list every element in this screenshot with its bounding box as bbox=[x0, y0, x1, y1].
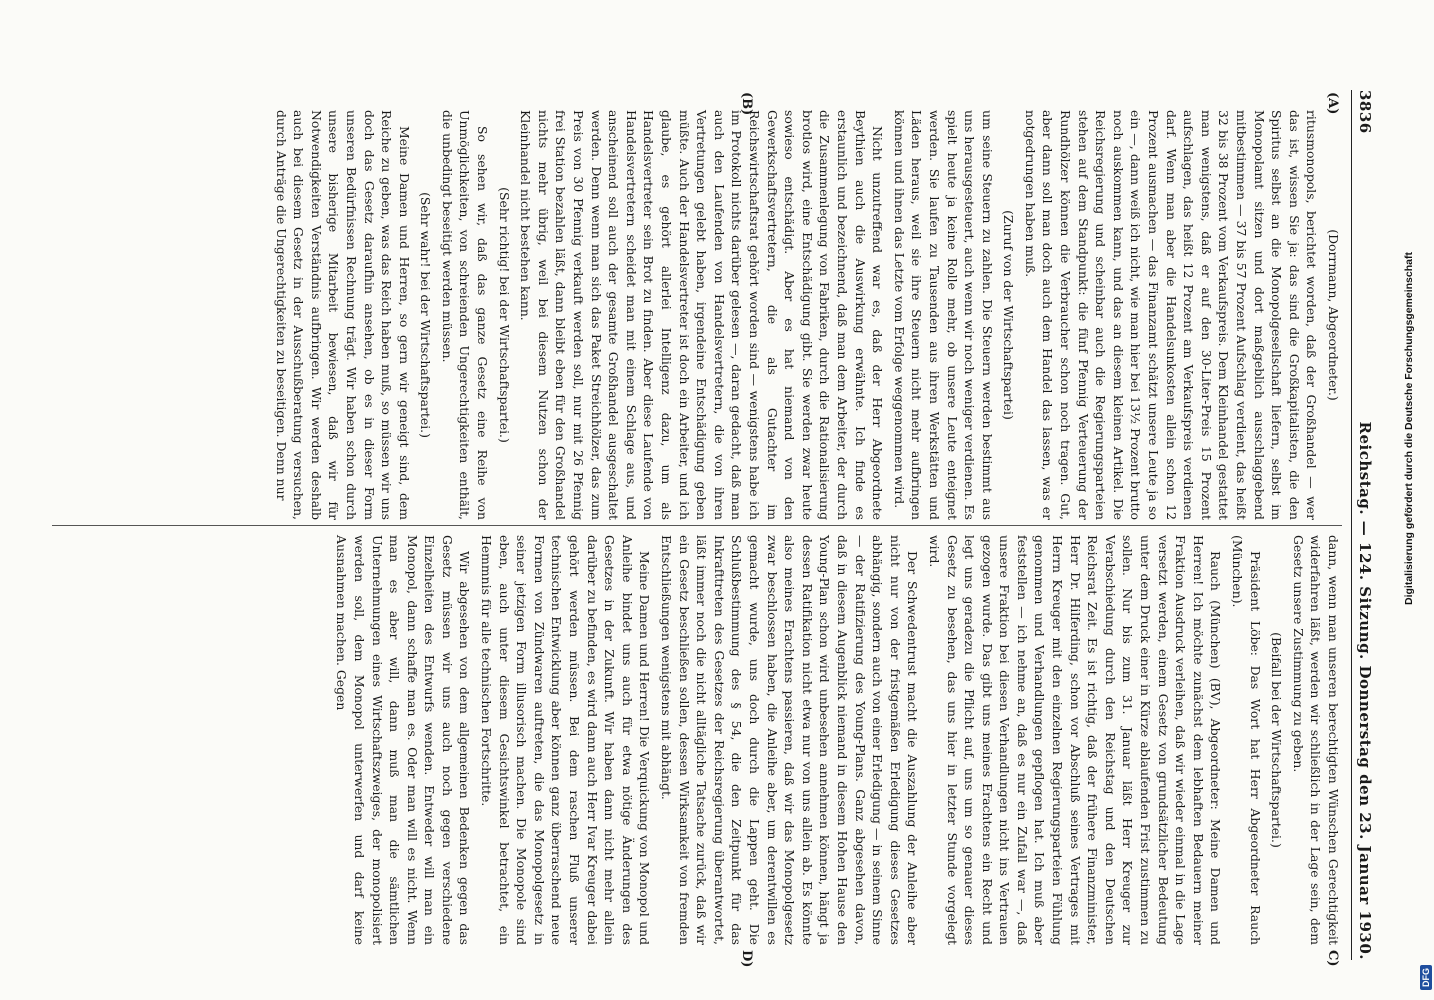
paragraph: So sehen wir, daß das ganze Gesetz eine Reihe von Unmöglichkeiten, von schreienden Ungerechtigkeiten enthält, die unbedingt beseitigt werden müssen. bbox=[439, 110, 491, 520]
margin-marker-c: C) bbox=[1325, 950, 1340, 967]
column-divider bbox=[52, 525, 1342, 526]
left-column bbox=[268, 110, 1342, 520]
paragraph: Nicht unzutreffend war es, daß der Herr Abgeordnete Beythien auch die Auswirkung erwähnte. Ich finde es erstaunlich und bezeichnend, daß man dem Arbeiter, der durch die Zusammenlegung von Fabriken, durch die Rationalisierung brotlos wird, eine Entschädigung gibt. Sie werden zwar heute sowieso entschädigt. Aber es hat niemand von den Gewerkschaftsvertretern, die als Gutachter im Reichswirtschaftsrat gehört worden sind — wenigstens habe ich im Protokoll nichts darüber gelesen —, daran gedacht, daß man auch den Laufenden von Handelsvertretern, die von ihren Vertretungen gelebt haben, irgendeine Entschädigung geben müßte. Auch der Handelsvertreter ist doch ein Arbeiter, und ich glaube, es gehört allerlei Intelligenz dazu, um als Handelsvertreter sein Brot zu finden. Aber diese Laufende von Handelsvertretern scheidet man mit einem Schlage aus, und anscheinend soll auch der gesamte Großhandel ausgeschaltet werden. Denn wenn man sich das Paket Streichhölzer, das zum Preis von 30 Pfennig verkauft werden soll, nur mit 26 Pfennig frei Station bezahlen läßt, dann bleibt eben für den Großhandel nichts mehr übrig, weil bei diesem Nutzen schon der Kleinhandel nicht bestehen kann. bbox=[518, 110, 886, 520]
paragraph: ritusmonopols, berichtet worden, daß der Großhandel — wer das ist, wissen Sie ja: das sind die Großkapitalisten, die den Spiritus selbst an die Monopolgesellschaft liefern, selbst im Monopolamt sitzen und dort maßgeblich ausschlaggebend mitbestimmen — 37 bis 57 Prozent Aufschlag verdient, das heißt 32 bis 38 Prozent vom Verkaufspreis. Dem Kleinhandel gestattet man wenigstens, daß er auf den 30-Liter-Preis 15 Prozent aufschlagen, das heißt 12 Prozent am Verkaufspreis verdienen darf. Wenn man aber die Handelsunkosten allein schon 12 Prozent ausmachen — das Finanzamt schätzt unsere Leute ja so ein —, dann weiß ich nicht, wie man hier bei 13½ Prozent brutto noch auskommen kann, und das an diesem kleinen Artikel. Die Reichsregierung und scheinbar auch die Regierungsparteien stehen auf dem Standpunkt: die fünf Pfennig Verteuerung der Rundhölzer können die Verbraucher schon noch tragen. Gut, aber dann soll man doch auch dem Handel das lassen, was er notgedrungen haben muß. bbox=[1022, 110, 1320, 520]
interjection: (Sehr wahr! bei der Wirtschaftspartei.) bbox=[418, 192, 434, 438]
speaker-note: (Dorrmann, Abgeordneter.) bbox=[1326, 229, 1341, 401]
margin-marker-d: D) bbox=[739, 950, 754, 968]
margin-marker-b: (B) bbox=[739, 92, 754, 116]
page-number: 3836 bbox=[1356, 90, 1374, 134]
paragraph: dann, wenn man unseren berechtigten Wünschen Gerechtigkeit widerfahren läßt, werden wir schließlich in der Lage sein, dem Gesetz unsere Zustimmung zu geben. bbox=[1290, 535, 1341, 945]
digitization-credit: Digitalisierung gefördert durch die Deutsche Forschungsgemeinschaft bbox=[1403, 252, 1415, 605]
paragraph: Meine Damen und Herren, so gern wir geneigt sind, dem Reiche zu geben, was das Reich haben muß, so müssen wir uns doch das Gesetz daraufhin ansehen, ob es in dieser Form unseren Bedürfnissen Rechnung trägt. Wir haben schon durch unsere bisherige Mitarbeit bewiesen, daß wir für Notwendigkeiten Verständnis aufbringen. Wir werden deshalb auch bei diesem Gesetz in der Ausschußberatung versuchen, durch Anträge die Ungerechtigkeiten zu beseitigen. Denn nur bbox=[273, 110, 412, 520]
interjection: (Zuruf von der Wirtschaftspartei) bbox=[1001, 210, 1017, 420]
interjection: (Beifall bei der Wirtschaftspartei.) bbox=[1269, 632, 1285, 848]
interjection: (Sehr richtig! bei der Wirtschaftspartei.) bbox=[496, 187, 512, 443]
paragraph: Präsident Löbe: Das Wort hat Herr Abgeordneter Rauch (München). bbox=[1230, 535, 1263, 945]
page-title: Reichstag. — 124. Sitzung. Donnerstag den 23. Januar 1930. bbox=[1356, 421, 1374, 960]
page-header bbox=[1356, 90, 1374, 960]
paragraph: Der Schwedentrust macht die Auszahlung der Anleihe aber nicht nur von der fristgemäßen Erledigung dieses Gesetzes abhängig, sondern auch von einer Erledigung — in seinem Sinne — der Ratifizierung des Young-Plans. Ganz abgesehen davon, daß in diesem Augenblick niemand in diesem Hohen Hause den Young-Plan schon wird unbesehen annehmen können, hängt ja dessen Ratifikation nicht etwa nur von uns allein ab. Es könnte also meines Erachtens passieren, daß wir das Monopolgesetz zwar beschlossen haben, die Anleihe aber, um derentwillen es gemacht wurde, uns doch durch die Lappen geht. Die Schlußbestimmung des § 54, die den Zeitpunkt für das Inkrafttreten des Gesetzes der Reichsregierung überantwortet, läßt immer noch die nicht alltägliche Tatsache zurück, daß wir ein Gesetz beschließen sollen, dessen Wirksamkeit von fremden Entschließungen wenigstens mit abhängt. bbox=[659, 535, 921, 945]
margin-marker-a: (A) bbox=[1325, 92, 1340, 115]
right-column bbox=[329, 535, 1342, 945]
paragraph: Wir abgesehen von dem allgemeinen Bedenken gegen das Gesetz müssen wir uns auch noch gegen verschiedene Einzelheiten des Entwurfs wenden. Entweder will man ein Monopol, dann schaffe man es. Oder man will es nicht. Wenn man es aber will, dann muß man die sämtlichen Unternehmungen eines Wirtschaftszweiges, der monopolisiert werden soll, dem Monopol unterwerfen und darf keine Ausnahmen machen. Gegen bbox=[334, 535, 473, 945]
paragraph: Rauch (München) (BV), Abgeordneter: Meine Damen und Herren! Ich möchte zunächst dem lebhaften Bedauern meiner Fraktion Ausdruck verleihen, daß wir wieder einmal in die Lage versetzt werden, einem Gesetz von grundsätzlicher Bedeutung unter dem Druck einer in Kürze ablaufenden Frist zustimmen zu sollen. Nur bis zum 31. Januar läßt Herr Kreuger zur Verabschiedung durch den Reichstag und den Deutschen Reichsrat Zeit. Es ist richtig, daß der frühere Finanzminister, Herr Dr. Hilferding, schon vor Abschluß seines Vertrages mit Herrn Kreuger mit den einzelnen Regierungsparteien Fühlung genommen und Verhandlungen gepflogen hat. Ich muß aber feststellen — ich nehme an, daß es nur ein Zufall war —, daß unsere Fraktion bei diesen Verhandlungen nicht ins Vertrauen gezogen wurde. Das gibt uns meines Erachtens ein Recht und legt uns geradezu die Pflicht auf, uns um so genauer dieses Gesetz zu besehen, das uns hier in letzter Stunde vorgelegt wird. bbox=[926, 535, 1224, 945]
dfg-logo: DFG bbox=[1420, 965, 1432, 990]
paragraph: um seine Steuern zu zahlen. Die Steuern werden bestimmt aus uns herausgesteuert, auch wenn wir noch weniger verdienen. Es spielt heute ja keine Rolle mehr, ob unsere Leute enteignet werden. Sie laufen zu Tausenden aus ihren Werkstätten und Läden heraus, weil sie ihre Steuern nicht mehr aufbringen können und ihnen das Letzte vom Erfolge weggenommen wird. bbox=[891, 110, 995, 520]
paragraph: Meine Damen und Herren! Die Verquickung von Monopol und Anleihe bindet uns auch für etwa nötige Änderungen des Gesetzes in der Zukunft. Wir haben dann nicht mehr allein darüber zu befinden, es wird dann auch Herr Ivar Kreuger dabei gehört werden müssen. Bei dem raschen Fluß unserer technischen Entwicklung aber können ganz überraschend neue Formen von Zündwaren auftreten, die das Monopolgesetz in seiner jetzigen Form illusorisch machen. Die Monopole sind eben, auch unter diesem Gesichtswinkel betrachtet, ein Hemmnis für alle technischen Fortschritte. bbox=[479, 535, 653, 945]
header-rule bbox=[1351, 90, 1352, 960]
